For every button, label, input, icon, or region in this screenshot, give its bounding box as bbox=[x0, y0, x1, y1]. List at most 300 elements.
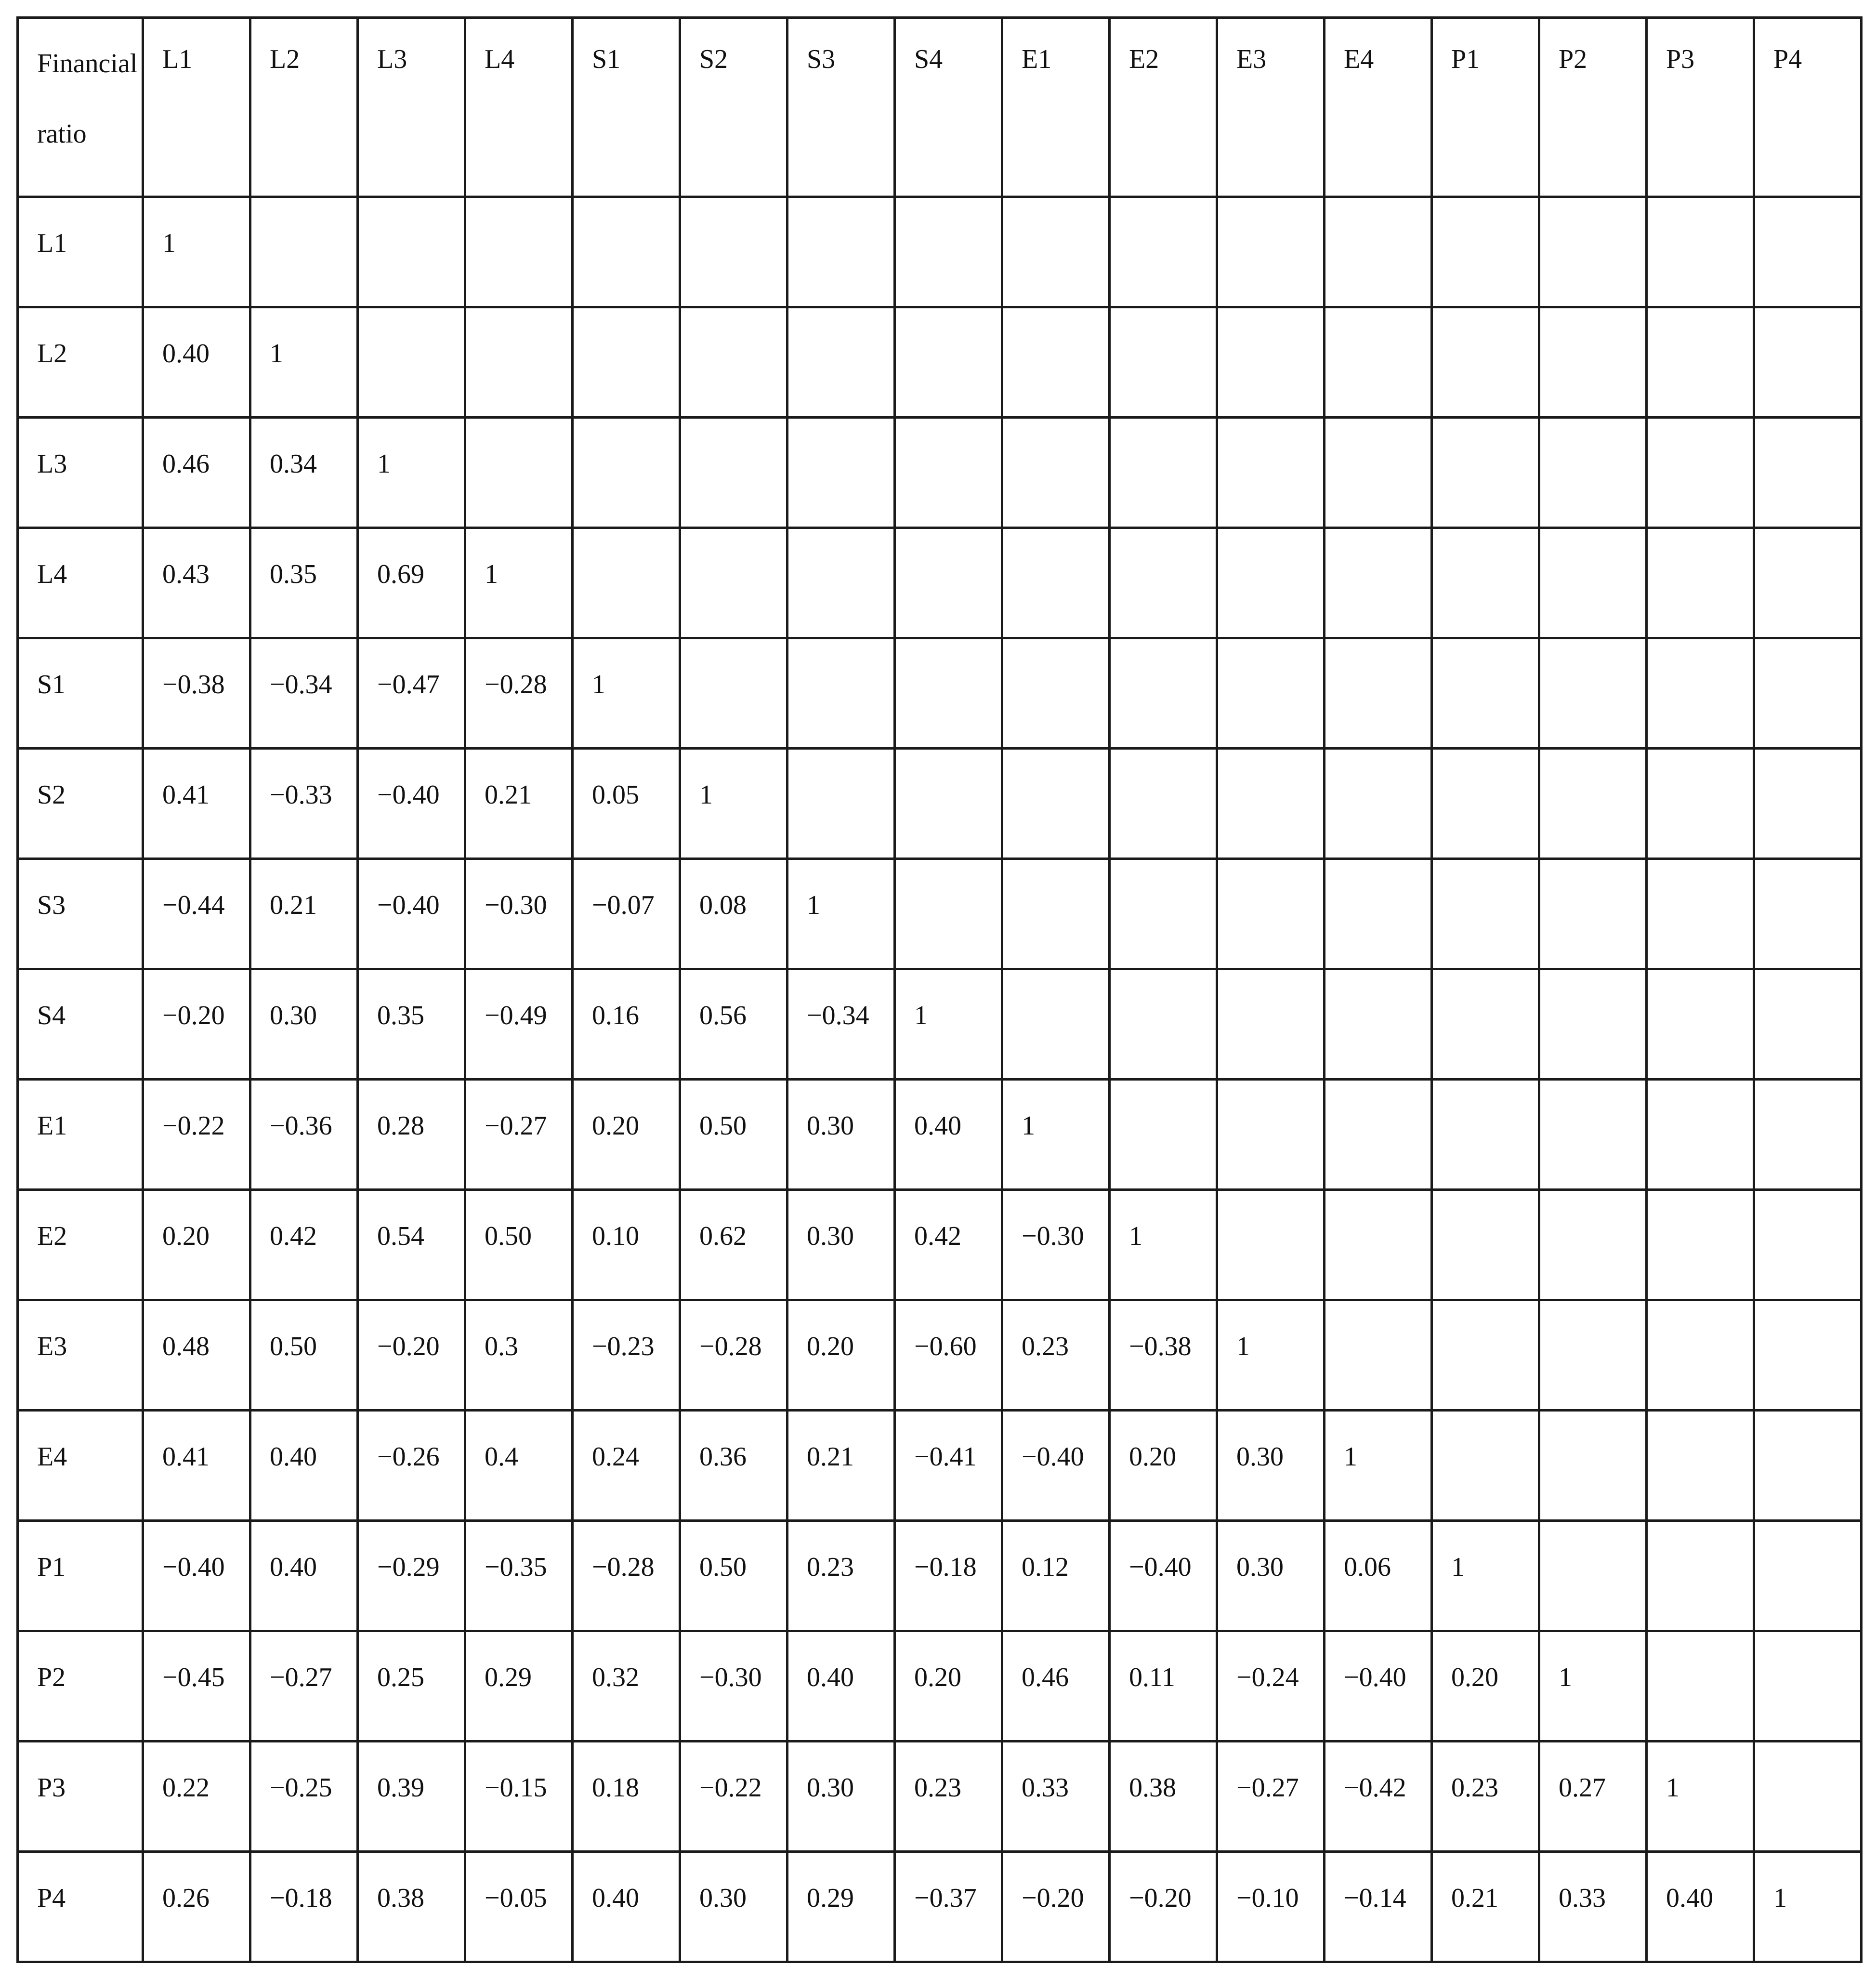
table-cell: 0.46 bbox=[1002, 1631, 1110, 1742]
table-cell bbox=[1432, 528, 1539, 638]
table-cell bbox=[787, 418, 895, 528]
corner-header: Financial ratio bbox=[18, 18, 143, 197]
table-cell: 0.34 bbox=[250, 418, 358, 528]
table-cell: −0.40 bbox=[1002, 1411, 1110, 1521]
table-cell: 0.30 bbox=[680, 1852, 787, 1962]
table-cell bbox=[1754, 1742, 1862, 1852]
table-cell bbox=[1647, 1631, 1754, 1742]
table-cell bbox=[1217, 638, 1325, 749]
table-cell: 0.38 bbox=[1110, 1742, 1217, 1852]
table-cell bbox=[1217, 859, 1325, 969]
table-row bbox=[18, 1742, 1862, 1852]
table-cell bbox=[1110, 307, 1217, 418]
table-cell bbox=[680, 638, 787, 749]
table-cell bbox=[1325, 638, 1432, 749]
table-cell bbox=[1754, 307, 1862, 418]
table-cell bbox=[1325, 1300, 1432, 1411]
table-cell bbox=[1432, 307, 1539, 418]
table-cell: −0.27 bbox=[465, 1080, 573, 1190]
row-header: E1 bbox=[18, 1080, 143, 1190]
table-cell bbox=[1539, 749, 1647, 859]
table-cell: −0.36 bbox=[250, 1080, 358, 1190]
column-header: P4 bbox=[1754, 18, 1862, 197]
table-cell: −0.22 bbox=[143, 1080, 250, 1190]
table-cell: −0.40 bbox=[143, 1521, 250, 1631]
table-cell: −0.30 bbox=[1002, 1190, 1110, 1300]
table-cell: 0.20 bbox=[143, 1190, 250, 1300]
table-cell: 0.26 bbox=[143, 1852, 250, 1962]
table-cell: 1 bbox=[895, 969, 1002, 1080]
table-cell: −0.38 bbox=[143, 638, 250, 749]
column-header: S1 bbox=[573, 18, 680, 197]
table-cell bbox=[895, 638, 1002, 749]
row-header: L4 bbox=[18, 528, 143, 638]
table-cell: 0.50 bbox=[465, 1190, 573, 1300]
table-row bbox=[18, 859, 1862, 969]
table-cell bbox=[680, 307, 787, 418]
table-cell bbox=[1217, 528, 1325, 638]
table-cell bbox=[1110, 418, 1217, 528]
column-header: L2 bbox=[250, 18, 358, 197]
table-cell: 0.40 bbox=[1647, 1852, 1754, 1962]
correlation-table bbox=[16, 16, 1863, 1963]
table-cell bbox=[1539, 307, 1647, 418]
table-cell bbox=[1325, 859, 1432, 969]
table-cell: 0.20 bbox=[1432, 1631, 1539, 1742]
row-header: P4 bbox=[18, 1852, 143, 1962]
table-cell: 0.35 bbox=[358, 969, 465, 1080]
table-cell bbox=[1754, 197, 1862, 307]
table-cell bbox=[680, 197, 787, 307]
table-cell bbox=[895, 749, 1002, 859]
table-cell: −0.24 bbox=[1217, 1631, 1325, 1742]
table-cell: 0.40 bbox=[250, 1521, 358, 1631]
table-cell bbox=[895, 859, 1002, 969]
table-cell: −0.40 bbox=[1110, 1521, 1217, 1631]
table-cell bbox=[1110, 1080, 1217, 1190]
table-cell bbox=[1217, 749, 1325, 859]
table-cell: 0.24 bbox=[573, 1411, 680, 1521]
table-cell: 0.40 bbox=[573, 1852, 680, 1962]
table-cell bbox=[1217, 969, 1325, 1080]
table-row bbox=[18, 1631, 1862, 1742]
table-cell bbox=[1754, 1190, 1862, 1300]
table-cell bbox=[1754, 749, 1862, 859]
table-row bbox=[18, 1521, 1862, 1631]
table-cell: 0.40 bbox=[143, 307, 250, 418]
table-cell: −0.37 bbox=[895, 1852, 1002, 1962]
table-row bbox=[18, 1190, 1862, 1300]
table-cell: −0.20 bbox=[1110, 1852, 1217, 1962]
table-cell bbox=[1002, 749, 1110, 859]
table-cell: 1 bbox=[1432, 1521, 1539, 1631]
table-cell: 0.28 bbox=[358, 1080, 465, 1190]
table-cell: 0.36 bbox=[680, 1411, 787, 1521]
table-row bbox=[18, 1852, 1862, 1962]
table-cell: −0.27 bbox=[250, 1631, 358, 1742]
table-cell: 1 bbox=[143, 197, 250, 307]
table-cell: −0.27 bbox=[1217, 1742, 1325, 1852]
table-cell bbox=[1002, 638, 1110, 749]
column-header: S4 bbox=[895, 18, 1002, 197]
table-cell: 0.40 bbox=[787, 1631, 895, 1742]
table-cell bbox=[895, 307, 1002, 418]
table-cell bbox=[895, 418, 1002, 528]
table-cell: 0.33 bbox=[1002, 1742, 1110, 1852]
table-cell bbox=[1539, 1411, 1647, 1521]
table-cell bbox=[1754, 1521, 1862, 1631]
table-cell bbox=[1647, 859, 1754, 969]
table-cell: 0.30 bbox=[787, 1080, 895, 1190]
table-cell bbox=[1110, 749, 1217, 859]
table-body bbox=[18, 18, 1862, 1962]
table-cell bbox=[1217, 307, 1325, 418]
table-cell: 0.42 bbox=[250, 1190, 358, 1300]
table-cell bbox=[250, 197, 358, 307]
table-cell bbox=[680, 528, 787, 638]
table-cell: −0.60 bbox=[895, 1300, 1002, 1411]
table-cell: −0.38 bbox=[1110, 1300, 1217, 1411]
table-cell bbox=[895, 197, 1002, 307]
table-cell: 1 bbox=[787, 859, 895, 969]
table-cell: 0.23 bbox=[1002, 1300, 1110, 1411]
table-cell bbox=[1110, 528, 1217, 638]
column-header: E1 bbox=[1002, 18, 1110, 197]
table-row bbox=[18, 1300, 1862, 1411]
table-cell: 0.29 bbox=[787, 1852, 895, 1962]
row-header: S2 bbox=[18, 749, 143, 859]
table-cell: −0.47 bbox=[358, 638, 465, 749]
row-header: E4 bbox=[18, 1411, 143, 1521]
table-cell bbox=[1647, 638, 1754, 749]
table-cell: 0.23 bbox=[895, 1742, 1002, 1852]
table-cell: 1 bbox=[465, 528, 573, 638]
table-cell bbox=[1110, 859, 1217, 969]
table-cell: 0.56 bbox=[680, 969, 787, 1080]
table-cell: 0.25 bbox=[358, 1631, 465, 1742]
table-cell bbox=[1110, 197, 1217, 307]
table-cell: 1 bbox=[573, 638, 680, 749]
table-cell: −0.40 bbox=[358, 749, 465, 859]
table-cell bbox=[1539, 859, 1647, 969]
row-header: L2 bbox=[18, 307, 143, 418]
table-cell: 0.50 bbox=[250, 1300, 358, 1411]
table-cell: −0.28 bbox=[573, 1521, 680, 1631]
table-cell bbox=[1754, 638, 1862, 749]
row-header: L1 bbox=[18, 197, 143, 307]
table-cell: −0.18 bbox=[250, 1852, 358, 1962]
table-cell bbox=[1432, 859, 1539, 969]
row-header: P3 bbox=[18, 1742, 143, 1852]
table-cell: 0.4 bbox=[465, 1411, 573, 1521]
table-cell bbox=[465, 197, 573, 307]
table-cell bbox=[1432, 1300, 1539, 1411]
table-cell: 0.21 bbox=[1432, 1852, 1539, 1962]
table-cell bbox=[1002, 197, 1110, 307]
table-cell bbox=[1539, 1300, 1647, 1411]
header-row bbox=[18, 18, 1862, 197]
table-cell bbox=[1539, 1190, 1647, 1300]
table-cell bbox=[787, 638, 895, 749]
column-header: P3 bbox=[1647, 18, 1754, 197]
table-row bbox=[18, 528, 1862, 638]
table-cell bbox=[1325, 969, 1432, 1080]
row-header: E3 bbox=[18, 1300, 143, 1411]
table-cell bbox=[1754, 1080, 1862, 1190]
table-cell bbox=[1432, 1411, 1539, 1521]
table-cell: 1 bbox=[1539, 1631, 1647, 1742]
table-row bbox=[18, 749, 1862, 859]
table-cell bbox=[1432, 418, 1539, 528]
table-row bbox=[18, 307, 1862, 418]
table-cell bbox=[1325, 1190, 1432, 1300]
table-cell bbox=[573, 528, 680, 638]
column-header: S3 bbox=[787, 18, 895, 197]
table-cell: 0.54 bbox=[358, 1190, 465, 1300]
column-header: L3 bbox=[358, 18, 465, 197]
table-cell: −0.05 bbox=[465, 1852, 573, 1962]
table-cell: −0.23 bbox=[573, 1300, 680, 1411]
table-cell bbox=[1754, 1411, 1862, 1521]
table-cell: −0.28 bbox=[465, 638, 573, 749]
table-cell bbox=[1539, 1521, 1647, 1631]
table-cell bbox=[1754, 528, 1862, 638]
table-cell bbox=[1217, 418, 1325, 528]
table-cell: −0.20 bbox=[143, 969, 250, 1080]
table-cell: 0.27 bbox=[1539, 1742, 1647, 1852]
row-header: E2 bbox=[18, 1190, 143, 1300]
table-row bbox=[18, 969, 1862, 1080]
table-cell: 1 bbox=[250, 307, 358, 418]
table-cell: 0.3 bbox=[465, 1300, 573, 1411]
table-cell bbox=[1002, 528, 1110, 638]
table-cell: 1 bbox=[358, 418, 465, 528]
table-cell: 0.30 bbox=[1217, 1411, 1325, 1521]
table-cell: −0.28 bbox=[680, 1300, 787, 1411]
table-cell: 0.33 bbox=[1539, 1852, 1647, 1962]
table-cell: 0.39 bbox=[358, 1742, 465, 1852]
table-cell bbox=[1539, 528, 1647, 638]
table-cell: −0.40 bbox=[1325, 1631, 1432, 1742]
table-cell: −0.40 bbox=[358, 859, 465, 969]
table-cell bbox=[787, 749, 895, 859]
table-cell: 0.41 bbox=[143, 1411, 250, 1521]
table-cell bbox=[465, 418, 573, 528]
table-cell: 0.48 bbox=[143, 1300, 250, 1411]
table-cell bbox=[1647, 1300, 1754, 1411]
table-cell bbox=[573, 307, 680, 418]
table-cell: 1 bbox=[1002, 1080, 1110, 1190]
table-cell bbox=[1647, 1080, 1754, 1190]
table-cell: −0.20 bbox=[1002, 1852, 1110, 1962]
table-cell: 0.43 bbox=[143, 528, 250, 638]
table-cell: 0.22 bbox=[143, 1742, 250, 1852]
table-cell: 0.06 bbox=[1325, 1521, 1432, 1631]
table-cell: −0.45 bbox=[143, 1631, 250, 1742]
table-cell bbox=[1647, 1411, 1754, 1521]
table-cell bbox=[1325, 528, 1432, 638]
table-cell: 0.05 bbox=[573, 749, 680, 859]
table-cell bbox=[1110, 638, 1217, 749]
table-cell: 1 bbox=[1325, 1411, 1432, 1521]
column-header: L1 bbox=[143, 18, 250, 197]
table-cell: 0.30 bbox=[1217, 1521, 1325, 1631]
table-cell bbox=[1432, 1080, 1539, 1190]
table-cell bbox=[1002, 969, 1110, 1080]
table-cell: −0.25 bbox=[250, 1742, 358, 1852]
table-cell: 0.41 bbox=[143, 749, 250, 859]
table-cell: 0.12 bbox=[1002, 1521, 1110, 1631]
column-header: L4 bbox=[465, 18, 573, 197]
table-cell bbox=[1539, 1080, 1647, 1190]
table-cell: 0.11 bbox=[1110, 1631, 1217, 1742]
column-header: P2 bbox=[1539, 18, 1647, 197]
table-cell bbox=[1647, 418, 1754, 528]
table-cell bbox=[1647, 969, 1754, 1080]
table-cell bbox=[1432, 969, 1539, 1080]
table-cell bbox=[1754, 1300, 1862, 1411]
table-cell: 0.30 bbox=[787, 1742, 895, 1852]
row-header: S1 bbox=[18, 638, 143, 749]
table-cell bbox=[1325, 307, 1432, 418]
row-header: P2 bbox=[18, 1631, 143, 1742]
column-header: E2 bbox=[1110, 18, 1217, 197]
table-cell: 0.20 bbox=[787, 1300, 895, 1411]
column-header: E4 bbox=[1325, 18, 1432, 197]
table-cell bbox=[1217, 1080, 1325, 1190]
table-cell bbox=[465, 307, 573, 418]
table-cell: −0.30 bbox=[465, 859, 573, 969]
table-cell bbox=[1325, 1080, 1432, 1190]
table-cell: 0.62 bbox=[680, 1190, 787, 1300]
table-cell bbox=[1754, 418, 1862, 528]
table-cell: 0.46 bbox=[143, 418, 250, 528]
table-cell bbox=[358, 197, 465, 307]
table-cell bbox=[1325, 197, 1432, 307]
table-cell bbox=[1754, 1631, 1862, 1742]
table-cell: −0.42 bbox=[1325, 1742, 1432, 1852]
table-cell bbox=[1432, 749, 1539, 859]
row-header: P1 bbox=[18, 1521, 143, 1631]
table-cell bbox=[1110, 969, 1217, 1080]
table-cell: 1 bbox=[680, 749, 787, 859]
table-cell: 1 bbox=[1110, 1190, 1217, 1300]
table-cell: −0.18 bbox=[895, 1521, 1002, 1631]
table-cell: 0.23 bbox=[1432, 1742, 1539, 1852]
table-cell: 1 bbox=[1217, 1300, 1325, 1411]
table-cell: −0.34 bbox=[787, 969, 895, 1080]
table-row bbox=[18, 418, 1862, 528]
table-cell: −0.10 bbox=[1217, 1852, 1325, 1962]
table-cell: 0.38 bbox=[358, 1852, 465, 1962]
table-cell: 0.21 bbox=[787, 1411, 895, 1521]
table-cell bbox=[680, 418, 787, 528]
table-cell: −0.07 bbox=[573, 859, 680, 969]
table-cell bbox=[1432, 1190, 1539, 1300]
row-header: L3 bbox=[18, 418, 143, 528]
table-cell: 1 bbox=[1647, 1742, 1754, 1852]
table-cell bbox=[1754, 859, 1862, 969]
table-cell: 0.40 bbox=[250, 1411, 358, 1521]
table-cell bbox=[1647, 197, 1754, 307]
table-cell: 0.32 bbox=[573, 1631, 680, 1742]
table-cell: 0.16 bbox=[573, 969, 680, 1080]
table-cell bbox=[1002, 307, 1110, 418]
table-cell: 0.35 bbox=[250, 528, 358, 638]
table-cell: −0.26 bbox=[358, 1411, 465, 1521]
table-cell: 0.21 bbox=[465, 749, 573, 859]
table-cell: −0.29 bbox=[358, 1521, 465, 1631]
table-cell: 0.69 bbox=[358, 528, 465, 638]
table-cell bbox=[1647, 749, 1754, 859]
row-header: S4 bbox=[18, 969, 143, 1080]
table-row bbox=[18, 197, 1862, 307]
table-cell bbox=[1754, 969, 1862, 1080]
table-cell: 0.18 bbox=[573, 1742, 680, 1852]
table-cell bbox=[358, 307, 465, 418]
table-cell: 0.20 bbox=[573, 1080, 680, 1190]
table-cell bbox=[1217, 197, 1325, 307]
table-cell: −0.20 bbox=[358, 1300, 465, 1411]
table-cell bbox=[895, 528, 1002, 638]
table-cell: 0.21 bbox=[250, 859, 358, 969]
table-cell: 0.50 bbox=[680, 1080, 787, 1190]
table-cell bbox=[1647, 528, 1754, 638]
table-cell: 0.29 bbox=[465, 1631, 573, 1742]
table-cell bbox=[1647, 1190, 1754, 1300]
table-cell bbox=[1647, 307, 1754, 418]
table-cell bbox=[787, 307, 895, 418]
table-cell: 0.08 bbox=[680, 859, 787, 969]
table-cell: 1 bbox=[1754, 1852, 1862, 1962]
table-cell bbox=[787, 528, 895, 638]
table-cell: −0.41 bbox=[895, 1411, 1002, 1521]
table-cell: 0.40 bbox=[895, 1080, 1002, 1190]
table-cell: −0.34 bbox=[250, 638, 358, 749]
table-cell: 0.30 bbox=[787, 1190, 895, 1300]
table-row bbox=[18, 1080, 1862, 1190]
table-cell: −0.33 bbox=[250, 749, 358, 859]
table-cell: 0.23 bbox=[787, 1521, 895, 1631]
table-cell: −0.49 bbox=[465, 969, 573, 1080]
table-cell bbox=[1539, 418, 1647, 528]
table-row bbox=[18, 638, 1862, 749]
table-cell bbox=[787, 197, 895, 307]
table-cell bbox=[1002, 418, 1110, 528]
table-cell: −0.14 bbox=[1325, 1852, 1432, 1962]
table-cell bbox=[573, 197, 680, 307]
table-cell bbox=[1217, 1190, 1325, 1300]
row-header: S3 bbox=[18, 859, 143, 969]
table-cell bbox=[1539, 969, 1647, 1080]
table-cell bbox=[1539, 197, 1647, 307]
table-cell: 0.20 bbox=[1110, 1411, 1217, 1521]
table-cell: 0.30 bbox=[250, 969, 358, 1080]
table-cell: 0.50 bbox=[680, 1521, 787, 1631]
table-cell bbox=[573, 418, 680, 528]
table-cell bbox=[1539, 638, 1647, 749]
table-cell bbox=[1325, 749, 1432, 859]
column-header: S2 bbox=[680, 18, 787, 197]
table-cell: 0.42 bbox=[895, 1190, 1002, 1300]
table-cell bbox=[1432, 197, 1539, 307]
table-cell: 0.10 bbox=[573, 1190, 680, 1300]
table-cell: −0.35 bbox=[465, 1521, 573, 1631]
table-cell: 0.20 bbox=[895, 1631, 1002, 1742]
table-cell bbox=[1325, 418, 1432, 528]
table-cell bbox=[1647, 1521, 1754, 1631]
table-cell: −0.15 bbox=[465, 1742, 573, 1852]
